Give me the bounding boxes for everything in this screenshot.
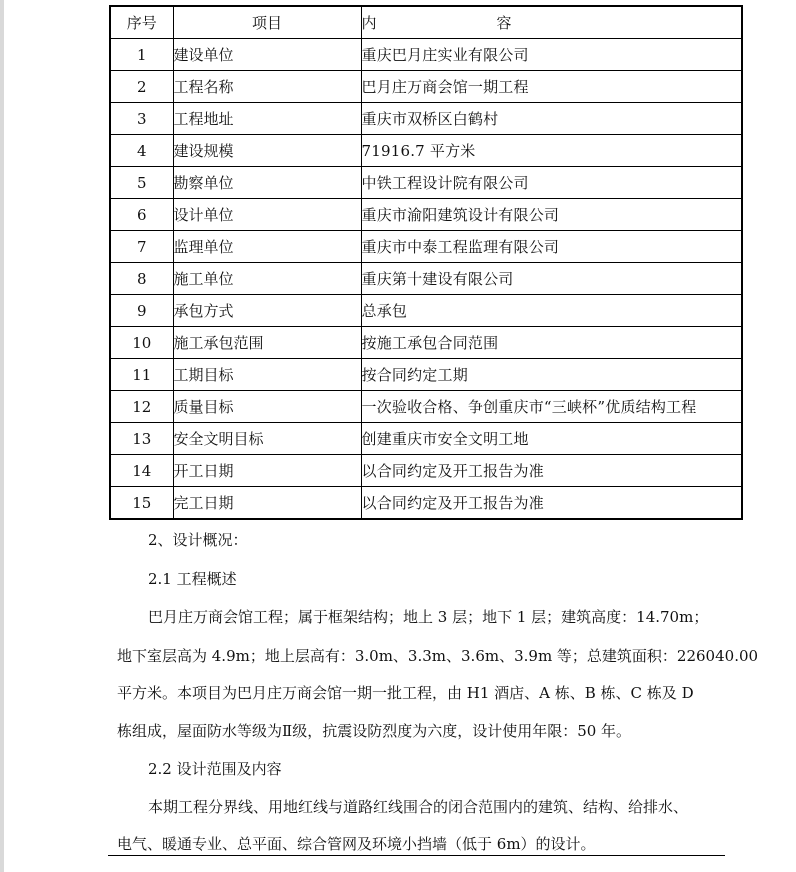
row-item: 建设单位	[173, 39, 361, 71]
row-no: 4	[110, 135, 173, 167]
row-item: 施工承包范围	[173, 327, 361, 359]
table-body	[110, 39, 742, 520]
row-item: 工程名称	[173, 71, 361, 103]
row-item: 开工日期	[173, 455, 361, 487]
row-no: 6	[110, 199, 173, 231]
row-no: 12	[110, 391, 173, 423]
table-row	[110, 199, 742, 231]
header-no: 序号	[110, 6, 173, 39]
table-row	[110, 295, 742, 327]
row-no: 15	[110, 487, 173, 520]
row-content: 按施工承包合同范围	[361, 327, 742, 359]
project-info-table	[109, 5, 743, 520]
row-no: 10	[110, 327, 173, 359]
row-content: 中铁工程设计院有限公司	[361, 167, 742, 199]
row-item: 完工日期	[173, 487, 361, 520]
table-row	[110, 71, 742, 103]
heading-project-overview: 2.1 工程概述	[148, 570, 237, 588]
table-row	[110, 103, 742, 135]
table-row	[110, 167, 742, 199]
row-no: 7	[110, 231, 173, 263]
table-row	[110, 391, 742, 423]
row-item: 建设规模	[173, 135, 361, 167]
row-item: 安全文明目标	[173, 423, 361, 455]
table-row	[110, 423, 742, 455]
row-item: 工期目标	[173, 359, 361, 391]
row-content: 以合同约定及开工报告为准	[361, 455, 742, 487]
overview-line-3: 平方米。本项目为巴月庄万商会馆一期一批工程，由 H1 酒店、A 栋、B 栋、C 栋及 D	[117, 684, 694, 702]
row-content: 以合同约定及开工报告为准	[361, 487, 742, 520]
overview-line-2: 地下室层高为 4.9m；地上层高有：3.0m、3.3m、3.6m、3.9m 等；总建筑面积：226040.00	[117, 647, 759, 665]
row-no: 1	[110, 39, 173, 71]
row-content: 一次验收合格、争创重庆市“三峡杯”优质结构工程	[361, 391, 742, 423]
overview-line-4: 栋组成，屋面防水等级为Ⅱ级，抗震设防烈度为六度，设计使用年限：50 年。	[117, 722, 632, 740]
row-no: 13	[110, 423, 173, 455]
page-edge	[0, 0, 4, 872]
row-no: 5	[110, 167, 173, 199]
table-row	[110, 487, 742, 520]
row-content: 巴月庄万商会馆一期工程	[361, 71, 742, 103]
row-item: 承包方式	[173, 295, 361, 327]
table-row	[110, 327, 742, 359]
table-row	[110, 135, 742, 167]
row-item: 设计单位	[173, 199, 361, 231]
row-item: 勘察单位	[173, 167, 361, 199]
row-no: 3	[110, 103, 173, 135]
row-no: 11	[110, 359, 173, 391]
row-content: 按合同约定工期	[361, 359, 742, 391]
scope-line-2: 电气、暖通专业、总平面、综合管网及环境小挡墙（低于 6m）的设计。	[117, 835, 596, 853]
section-design-overview: 2、设计概况：	[148, 531, 248, 549]
header-content: 内 容	[361, 6, 742, 39]
table-row	[110, 455, 742, 487]
row-content: 重庆市中泰工程监理有限公司	[361, 231, 742, 263]
row-content: 重庆市渝阳建筑设计有限公司	[361, 199, 742, 231]
row-content: 重庆市双桥区白鹤村	[361, 103, 742, 135]
heading-design-scope: 2.2 设计范围及内容	[148, 760, 282, 778]
row-content: 总承包	[361, 295, 742, 327]
table-row	[110, 263, 742, 295]
page-bottom-rule	[108, 855, 725, 856]
row-content: 重庆第十建设有限公司	[361, 263, 742, 295]
row-item: 质量目标	[173, 391, 361, 423]
table-header-row	[110, 6, 742, 39]
table-row	[110, 359, 742, 391]
row-no: 9	[110, 295, 173, 327]
table-row	[110, 231, 742, 263]
row-content: 重庆巴月庄实业有限公司	[361, 39, 742, 71]
scope-line-1: 本期工程分界线、用地红线与道路红线围合的闭合范围内的建筑、结构、给排水、	[148, 798, 689, 816]
row-no: 14	[110, 455, 173, 487]
row-content: 71916.7 平方米	[361, 135, 742, 167]
row-item: 施工单位	[173, 263, 361, 295]
row-item: 监理单位	[173, 231, 361, 263]
row-no: 8	[110, 263, 173, 295]
header-item: 项目	[173, 6, 361, 39]
table-row	[110, 39, 742, 71]
overview-line-1: 巴月庄万商会馆工程；属于框架结构；地上 3 层；地下 1 层；建筑高度：14.70m；	[148, 608, 709, 626]
row-content: 创建重庆市安全文明工地	[361, 423, 742, 455]
row-item: 工程地址	[173, 103, 361, 135]
row-no: 2	[110, 71, 173, 103]
